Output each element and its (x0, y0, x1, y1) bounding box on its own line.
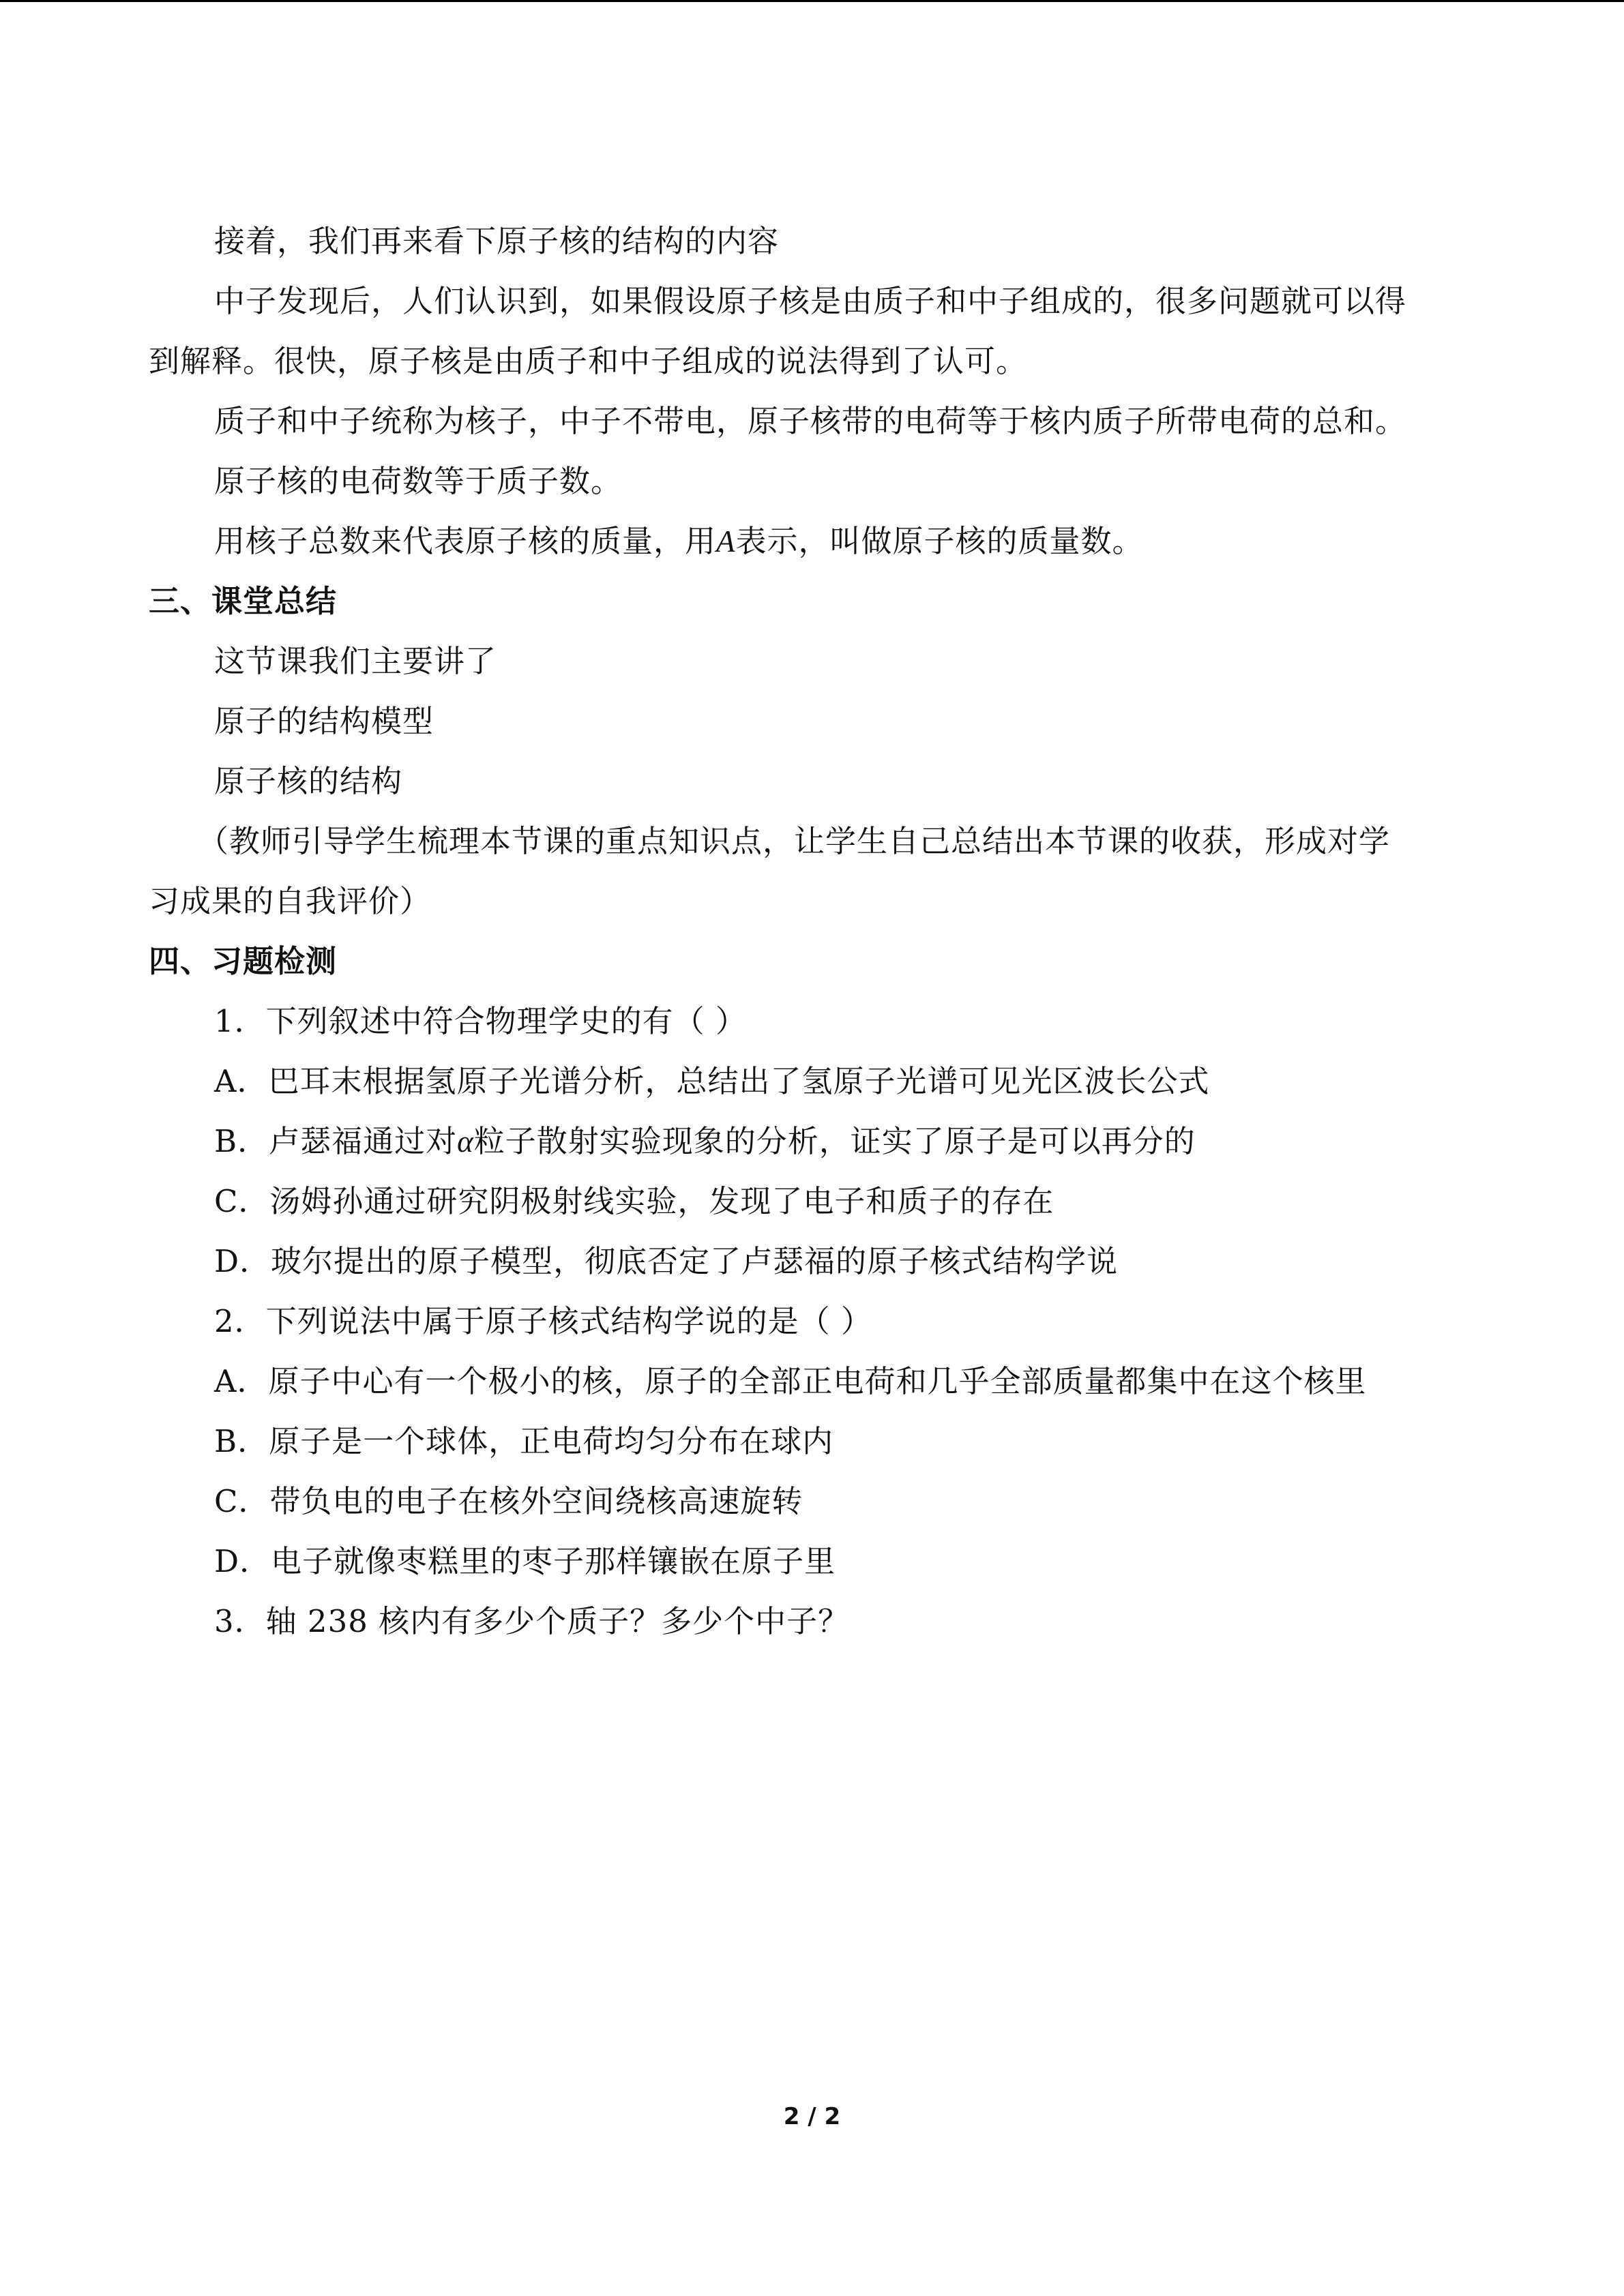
question-2-option-c: C．带负电的电子在核外空间绕核高速旋转 (214, 1483, 803, 1519)
summary-line-1: 这节课我们主要讲了 (214, 643, 497, 679)
paragraph-mass-number (149, 511, 1465, 571)
question-2-option-a: A．原子中心有一个极小的核，原子的全部正电荷和几乎全部质量都集中在这个核里 (214, 1363, 1367, 1399)
mass-number-symbol: A (716, 524, 736, 558)
paragraph-neutron-line2: 到解释。很快，原子核是由质子和中子组成的说法得到了认可。 (149, 343, 1028, 379)
section-heading-exercises: 四、习题检测 (149, 943, 338, 979)
section-heading-summary: 三、课堂总结 (149, 583, 338, 619)
option-b-text-pre: B．卢瑟福通过对 (214, 1123, 458, 1159)
question-1-option-d: D．玻尔提出的原子模型，彻底否定了卢瑟福的原子核式结构学说 (214, 1243, 1119, 1279)
paragraph-charge-number: 原子核的电荷数等于质子数。 (214, 463, 623, 499)
question-1-option-a: A．巴耳末根据氢原子光谱分析，总结出了氢原子光谱可见光区波长公式 (214, 1063, 1210, 1099)
question-2-option-b: B．原子是一个球体，正电荷均匀分布在球内 (214, 1423, 834, 1459)
page-top-border (0, 0, 1624, 2)
paragraph-neutron-line1: 中子发现后，人们认识到，如果假设原子核是由质子和中子组成的，很多问题就可以得 (214, 283, 1407, 319)
summary-line-3: 原子核的结构 (214, 763, 403, 799)
summary-note-line1: （教师引导学生梳理本节课的重点知识点，让学生自己总结出本节课的收获，形成对学 (198, 823, 1391, 859)
alpha-symbol: α (457, 1124, 474, 1159)
document-body (149, 211, 1465, 1652)
question-1-option-c: C．汤姆孙通过研究阴极射线实验，发现了电子和质子的存在 (214, 1183, 1054, 1219)
mass-number-text-pre: 用核子总数来代表原子核的质量，用 (214, 523, 717, 559)
option-b-text-post: 粒子散射实验现象的分析，证实了原子是可以再分的 (473, 1123, 1196, 1159)
question-2-stem: 2．下列说法中属于原子核式结构学说的是（ ） (214, 1303, 872, 1339)
question-2-option-d: D．电子就像枣糕里的枣子那样镶嵌在原子里 (214, 1543, 836, 1579)
question-1-stem: 1．下列叙述中符合物理学史的有（ ） (214, 1003, 747, 1039)
question-1-option-b (149, 1112, 1465, 1172)
question-3-stem: 3．轴 238 核内有多少个质子？多少个中子？ (214, 1603, 850, 1639)
paragraph-nucleon: 质子和中子统称为核子，中子不带电，原子核带的电荷等于核内质子所带电荷的总和。 (214, 403, 1407, 439)
page-number: 2 / 2 (783, 2103, 841, 2130)
paragraph-intro: 接着，我们再来看下原子核的结构的内容 (214, 223, 780, 259)
mass-number-text-post: 表示，叫做原子核的质量数。 (735, 523, 1144, 559)
summary-line-2: 原子的结构模型 (214, 703, 434, 739)
summary-note-line2: 习成果的自我评价） (149, 883, 432, 919)
